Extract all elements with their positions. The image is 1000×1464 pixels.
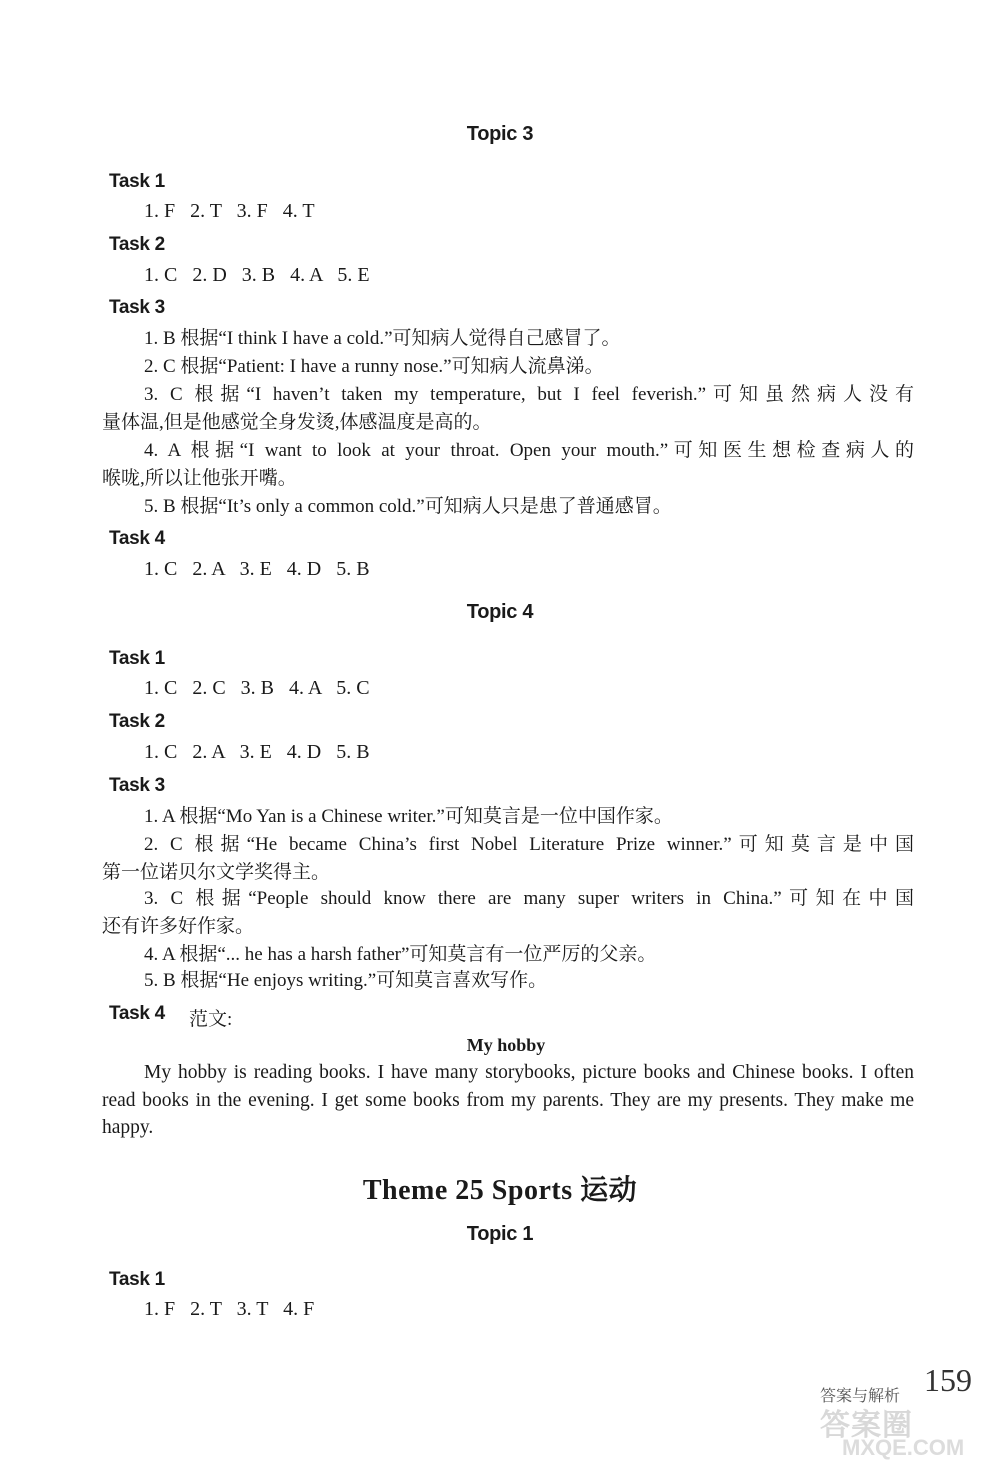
- topic-3-task-3-label: Task 3: [109, 297, 165, 318]
- topic-3-task-3-line: 2. C 根据“Patient: I have a runny nose.”可知病人流鼻涕。: [144, 356, 604, 377]
- sample-essay-label: 范文:: [189, 1009, 233, 1030]
- page-number: 159: [924, 1362, 972, 1398]
- topic-4-task-3-line: 1. A 根据“Mo Yan is a Chinese writer.”可知莫言是一位中国作家。: [144, 806, 673, 827]
- topic-4-task-3-line: 3. C 根据“People should know there are many super writers in China.”可知在中国: [144, 888, 914, 909]
- topic-3-task-3-line: 1. B 根据“I think I have a cold.”可知病人觉得自己感冒了。: [144, 328, 621, 349]
- topic-4-task-3-line: 还有许多好作家。: [102, 916, 255, 937]
- theme-heading: Theme 25 Sports 运动: [362, 1175, 638, 1206]
- topic-3-task-3-line: 4. A 根据“I want to look at your throat. Open your mouth.”可知医生想检查病人的: [144, 440, 914, 461]
- topic-3-task-2-answers: 1. C 2. D 3. B 4. A 5. E: [144, 264, 370, 286]
- theme-25-task-1-label: Task 1: [109, 1269, 165, 1290]
- topic-4-task-2-answers: 1. C 2. A 3. E 4. D 5. B: [144, 741, 370, 763]
- essay-title: My hobby: [466, 1035, 546, 1055]
- topic-4-task-3-line: 4. A 根据“... he has a harsh father”可知莫言有一位严厉的父亲。: [144, 944, 657, 965]
- topic-4-task-4-label: Task 4: [109, 1003, 165, 1024]
- topic-4-task-3-line: 2. C 根据“He became China’s first Nobel Literature Prize winner.”可知莫言是中国: [144, 834, 914, 855]
- topic-4-heading: Topic 4: [466, 601, 534, 623]
- theme-25-task-1-answers: 1. F 2. T 3. T 4. F: [144, 1298, 315, 1320]
- topic-3-task-4-answers: 1. C 2. A 3. E 4. D 5. B: [144, 558, 370, 580]
- essay-body: My hobby is reading books. I have many storybooks, picture books and Chinese books. I often read books in the evening. I get some books from my parents. They are my presents. They make me happy.: [102, 1062, 914, 1138]
- topic-3-task-3-line: 3. C 根据“I haven’t taken my temperature, but I feel feverish.”可知虽然病人没有: [144, 384, 914, 405]
- topic-3-task-4-label: Task 4: [109, 528, 165, 549]
- topic-4-task-1-answers: 1. C 2. C 3. B 4. A 5. C: [144, 677, 370, 699]
- topic-4-task-3-line: 第一位诺贝尔文学奖得主。: [102, 862, 331, 883]
- topic-4-task-1-label: Task 1: [109, 648, 165, 669]
- topic-4-task-2-label: Task 2: [109, 711, 165, 732]
- topic-3-heading: Topic 3: [466, 123, 534, 145]
- topic-4-task-3-label: Task 3: [109, 775, 165, 796]
- topic-3-task-3-line: 喉咙,所以让他张开嘴。: [102, 468, 297, 489]
- topic-4-task-3-line: 5. B 根据“He enjoys writing.”可知莫言喜欢写作。: [144, 970, 548, 991]
- topic-3-task-3-line: 5. B 根据“It’s only a common cold.”可知病人只是患了普通感冒。: [144, 496, 672, 517]
- theme-25-topic-1-heading: Topic 1: [466, 1223, 534, 1245]
- topic-3-task-1-label: Task 1: [109, 171, 165, 192]
- topic-3-task-1-answers: 1. F 2. T 3. F 4. T: [144, 200, 315, 222]
- topic-3-task-3-line: 量体温,但是他感觉全身发烫,体感温度是高的。: [102, 412, 492, 433]
- footer-section-label: 答案与解析: [820, 1388, 901, 1405]
- watermark-text: 答案圈: [820, 1409, 913, 1442]
- topic-3-task-2-label: Task 2: [109, 234, 165, 255]
- watermark-url: MXQE.COM: [842, 1435, 965, 1460]
